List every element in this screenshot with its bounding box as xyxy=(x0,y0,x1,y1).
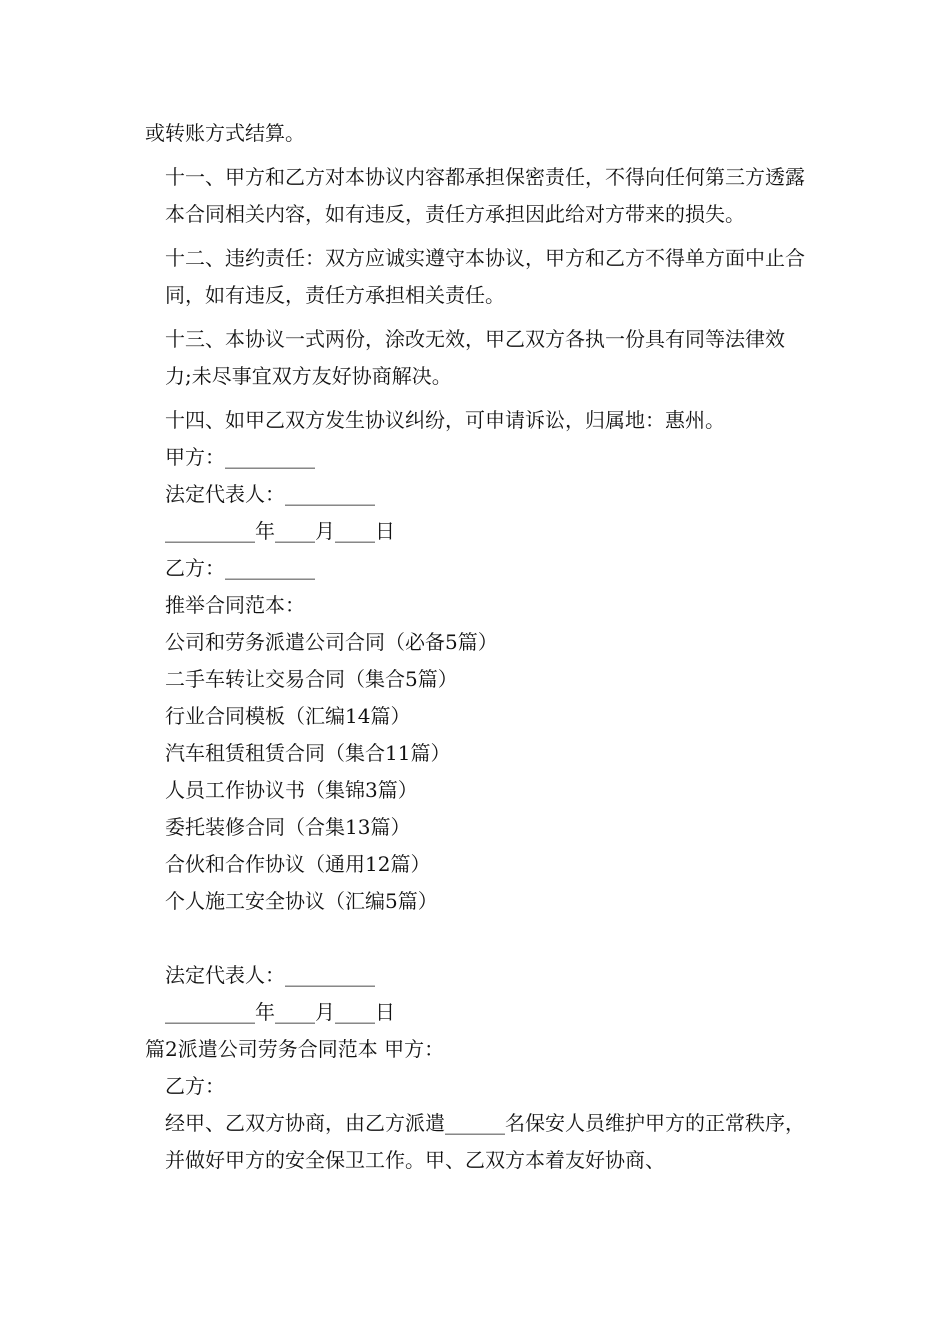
recommended-template-item: 二手车转让交易合同（集合5篇） xyxy=(165,667,458,691)
section-2-title: 篇2派遣公司劳务合同范本 甲方： xyxy=(145,1037,445,1061)
agreement-intro: 经甲、乙双方协商，由乙方派遣______名保安人员维护甲方的正常秩序，并做好甲方的安全保卫工作。甲、乙双方本着友好协商、 xyxy=(165,1111,805,1172)
paragraph-settlement: 或转账方式结算。 xyxy=(145,121,305,145)
recommended-template-item: 委托装修合同（合集13篇） xyxy=(165,815,411,839)
clause-13-copies: 十三、本协议一式两份，涂改无效，甲乙双方各执一份具有同等法律效力;未尽事宜双方友好协商解决。 xyxy=(165,327,785,388)
recommended-template-item: 个人施工安全协议（汇编5篇） xyxy=(165,889,438,913)
legal-rep-signature: 法定代表人：_________ xyxy=(165,482,375,506)
clause-14-dispute: 十四、如甲乙双方发生协议纠纷，可申请诉讼，归属地：惠州。 xyxy=(165,408,725,432)
recommended-templates-heading: 推举合同范本： xyxy=(165,593,305,617)
recommended-template-item: 行业合同模板（汇编14篇） xyxy=(165,704,411,728)
party-a-signature: 甲方：_________ xyxy=(165,445,315,469)
recommended-template-item: 合伙和合作协议（通用12篇） xyxy=(165,852,431,876)
blank-line xyxy=(145,920,810,957)
date-line: _________年____月____日 xyxy=(165,519,395,543)
recommended-template-item: 公司和劳务派遣公司合同（必备5篇） xyxy=(165,630,498,654)
date-line-2: _________年____月____日 xyxy=(165,1000,395,1024)
recommended-template-item: 人员工作协议书（集锦3篇） xyxy=(165,778,418,802)
clause-12-breach: 十二、违约责任：双方应诚实遵守本协议，甲方和乙方不得单方面中止合同，如有违反，责任方承担相关责任。 xyxy=(165,246,805,307)
recommended-template-item: 汽车租赁租赁合同（集合11篇） xyxy=(165,741,451,765)
party-b-label: 乙方： xyxy=(165,1074,225,1098)
legal-rep-signature-2: 法定代表人：_________ xyxy=(165,963,375,987)
party-b-signature: 乙方：_________ xyxy=(165,556,315,580)
clause-11-confidentiality: 十一、甲方和乙方对本协议内容都承担保密责任，不得向任何第三方透露本合同相关内容，如有违反，责任方承担因此给对方带来的损失。 xyxy=(165,165,805,226)
document-body xyxy=(145,115,810,1179)
